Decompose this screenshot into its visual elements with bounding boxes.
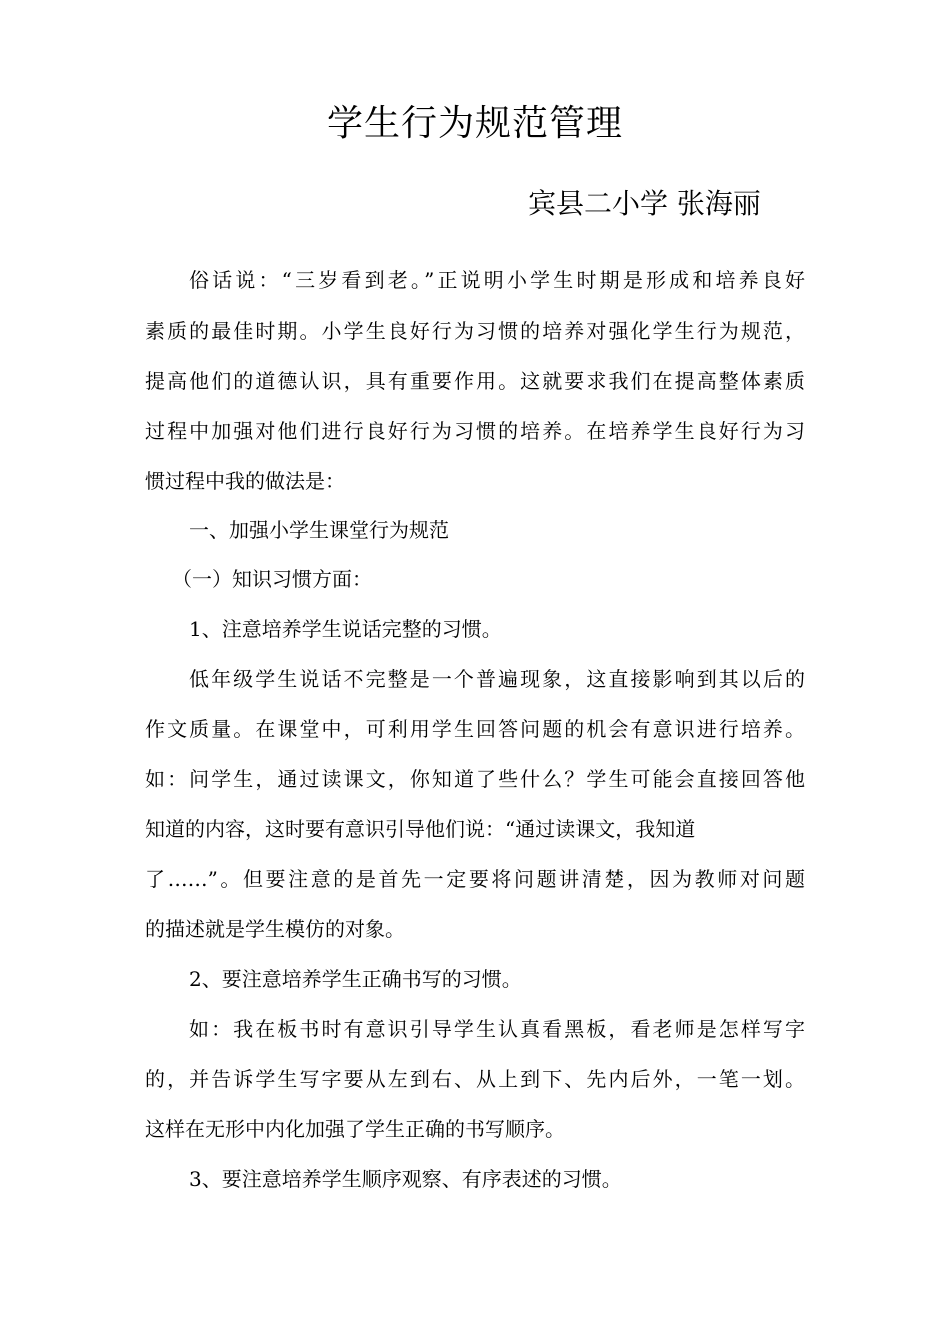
paragraph-line: 惯过程中我的做法是： xyxy=(145,469,345,493)
paragraph-line: 的描述就是学生模仿的对象。 xyxy=(145,917,405,941)
paragraph-line: 作文质量。在课堂中，可利用学生回答问题的机会有意识进行培养。 xyxy=(145,717,805,741)
paragraph-line: 素质的最佳时期。小学生良好行为习惯的培养对强化学生行为规范， xyxy=(145,319,805,343)
paragraph-line: 低年级学生说话不完整是一个普遍现象，这直接影响到其以后的 xyxy=(189,667,805,691)
paragraph-line: 过程中加强对他们进行良好行为习惯的培养。在培养学生良好行为习 xyxy=(145,419,805,443)
paragraph-line: 知道的内容，这时要有意识引导他们说：“通过读课文，我知道 xyxy=(145,817,696,841)
paragraph-line: 了……”。但要注意的是首先一定要将问题讲清楚，因为教师对问题 xyxy=(145,867,805,891)
paragraph-line: 的，并告诉学生写字要从左到右、从上到下、先内后外，一笔一划。 xyxy=(145,1067,805,1091)
item-heading: 1、注意培养学生说话完整的习惯。 xyxy=(189,617,502,641)
subsection-heading: （一）知识习惯方面： xyxy=(172,567,372,591)
paragraph-line: 俗话说：“三岁看到老。”正说明小学生时期是形成和培养良好 xyxy=(189,268,805,292)
paragraph-line: 如：问学生，通过读课文，你知道了些什么？学生可能会直接回答他 xyxy=(145,767,805,791)
paragraph-line: 这样在无形中内化加强了学生正确的书写顺序。 xyxy=(145,1117,565,1141)
section-heading: 一、加强小学生课堂行为规范 xyxy=(189,518,449,542)
item-heading: 3、要注意培养学生顺序观察、有序表述的习惯。 xyxy=(189,1167,622,1191)
item-heading: 2、要注意培养学生正确书写的习惯。 xyxy=(189,967,522,991)
paragraph-line: 提高他们的道德认识，具有重要作用。这就要求我们在提高整体素质 xyxy=(145,369,805,393)
paragraph-line: 如：我在板书时有意识引导学生认真看黑板，看老师是怎样写字 xyxy=(189,1017,805,1041)
document-title: 学生行为规范管理 xyxy=(326,103,623,144)
document-author: 宾县二小学 张海丽 xyxy=(528,187,761,220)
